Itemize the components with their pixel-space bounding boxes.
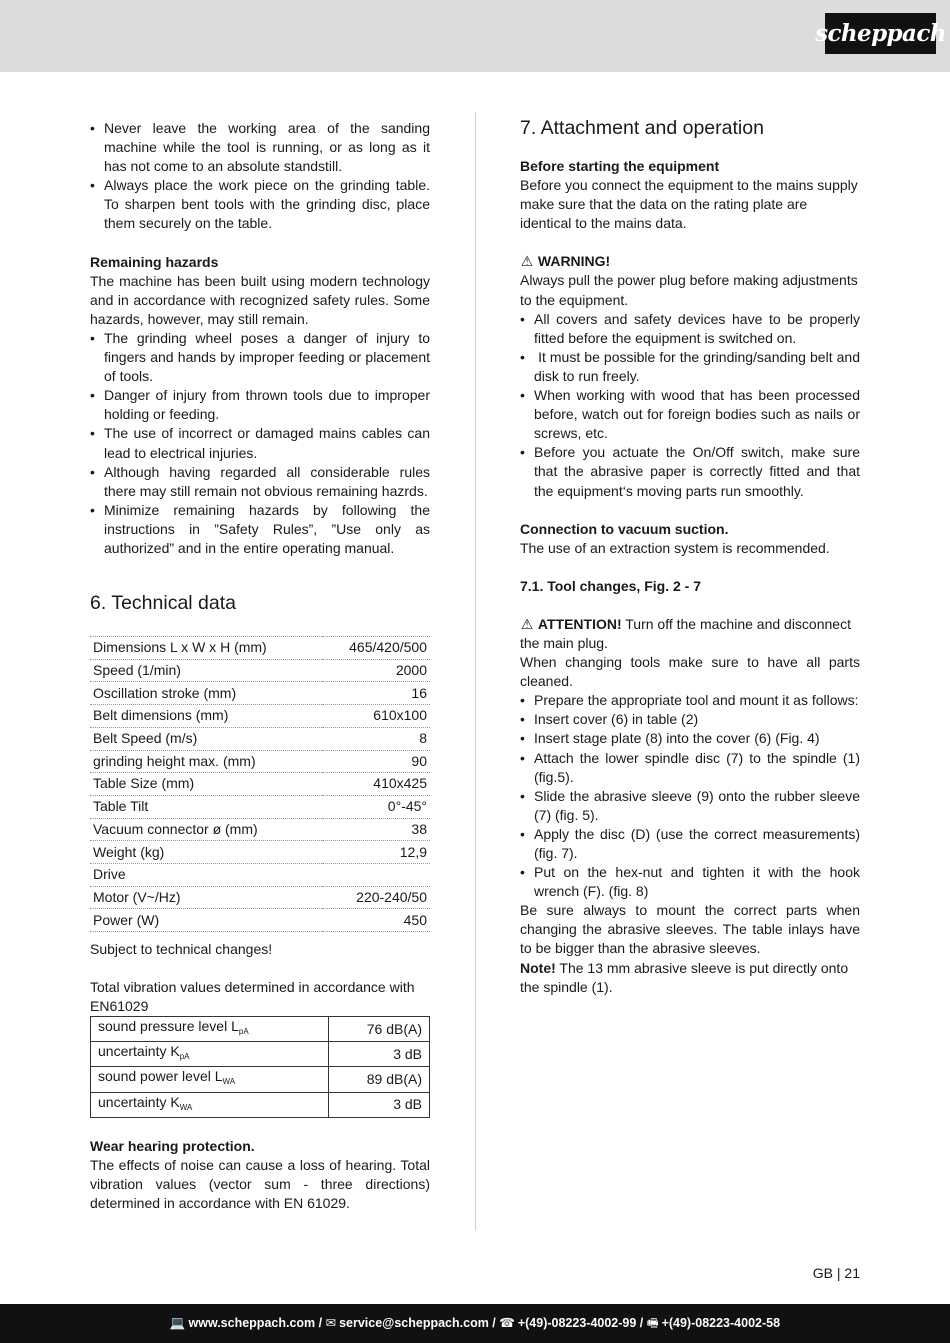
list-item: • Attach the lower spindle disc (7) to the spindle (1) (fig.5). <box>520 749 860 787</box>
table-cell-label: Belt dimensions (mm) <box>90 705 322 728</box>
table-cell-label: Dimensions L x W x H (mm) <box>90 637 322 660</box>
footer-separator: / <box>488 1315 500 1330</box>
list-item: • The use of incorrect or damaged mains cables can lead to electrical injuries. <box>90 424 430 462</box>
table-cell-label: uncertainty $K_{WA}$ <box>91 1092 329 1117</box>
list-item: • All covers and safety devices have to be properly fitted before the equipment is switched on. <box>520 310 860 348</box>
table-row <box>91 1067 430 1092</box>
table-cell-label: Table Tilt <box>90 795 322 818</box>
tool-steps-list <box>520 691 860 901</box>
footer-bar <box>0 1304 950 1343</box>
table-row <box>90 863 430 886</box>
before-starting-text: Before you connect the equipment to the mains supply make sure that the data on the rating plate are identical to the mains data. <box>520 177 858 232</box>
table-cell-value: 3 dB <box>329 1042 430 1067</box>
vibration-intro: Total vibration values determined in accordance with EN61029 <box>90 979 415 1015</box>
table-cell-label: grinding height max. (mm) <box>90 750 322 773</box>
table-cell-value: 76 dB(A) <box>329 1017 430 1042</box>
table-row <box>91 1092 430 1117</box>
table-row <box>90 637 430 660</box>
table-row <box>90 750 430 773</box>
list-item: • The grinding wheel poses a danger of injury to fingers and hands by improper feeding or placement of tools. <box>90 329 430 386</box>
brand-logo: scheppach <box>825 13 936 54</box>
table-cell-label: Power (W) <box>90 909 322 932</box>
footer-separator: / <box>636 1315 647 1330</box>
footer-fax: +(49)-08223-4002-58 <box>661 1315 781 1330</box>
technical-data-table <box>90 636 430 932</box>
table-cell-value: 89 dB(A) <box>329 1067 430 1092</box>
warning-bullet-list <box>520 310 864 501</box>
list-item: • Slide the abrasive sleeve (9) onto the rubber sleeve (7) (fig. 5). <box>520 787 860 825</box>
technical-data-heading: 6. Technical data <box>90 592 236 615</box>
computer-icon: 💻 <box>169 1315 186 1330</box>
table-cell-label: sound power level $L_{WA}$ <box>91 1067 329 1092</box>
mail-icon: ✉ <box>325 1315 337 1330</box>
table-cell-label: Weight (kg) <box>90 841 322 864</box>
warning-icon: ⚠ <box>520 253 534 270</box>
list-item: • Prepare the appropriate tool and mount it as follows: <box>520 691 860 710</box>
warning-text: Always pull the power plug before making adjustments to the equipment. <box>520 272 858 308</box>
page-number: GB | 21 <box>812 1265 860 1281</box>
footer-website-link[interactable]: www.scheppach.com <box>188 1315 316 1330</box>
list-item: • Insert stage plate (8) into the cover (6) (Fig. 4) <box>520 729 860 748</box>
warning-heading: ⚠ WARNING! <box>520 252 860 271</box>
table-row <box>90 818 430 841</box>
attachment-operation-heading: 7. Attachment and operation <box>520 117 764 139</box>
table-cell-value: 450 <box>322 909 430 932</box>
list-item: • When working with wood that has been processed before, watch out for foreign bodies such as nails or screws, etc. <box>520 386 860 443</box>
table-cell-label: sound pressure level $L_{pA}$ <box>91 1017 329 1042</box>
phone-icon: ☎ <box>499 1315 515 1330</box>
table-cell-value: 8 <box>322 727 430 750</box>
table-cell-value: 16 <box>322 682 430 705</box>
table-cell-label: Oscillation stroke (mm) <box>90 682 322 705</box>
table-row <box>90 682 430 705</box>
table-cell-value: 38 <box>322 818 430 841</box>
table-cell-label: Motor (V~/Hz) <box>90 886 322 909</box>
hearing-protection-text: The effects of noise can cause a loss of hearing. Total vibration values (vector sum - three directions) determined in accordance with EN 61029. <box>90 1156 430 1211</box>
table-cell-label: Belt Speed (m/s) <box>90 727 322 750</box>
list-item: • It must be possible for the grinding/sanding belt and disk to run freely. <box>520 348 860 386</box>
right-column <box>520 117 864 997</box>
hazards-bullet-list <box>90 329 430 558</box>
table-row <box>90 841 430 864</box>
table-cell-value: 2000 <box>322 659 430 682</box>
table-row <box>91 1042 430 1067</box>
attention-icon: ⚠ <box>520 615 534 632</box>
fax-icon: 🖷 <box>646 1315 659 1330</box>
changing-tools-text: When changing tools make sure to have all parts cleaned. <box>520 654 860 690</box>
table-row <box>90 795 430 818</box>
table-cell-label: Vacuum connector ø (mm) <box>90 818 322 841</box>
remaining-hazards-heading: Remaining hazards <box>90 253 219 270</box>
hearing-protection-heading: Wear hearing protection. <box>90 1137 255 1154</box>
remaining-hazards-text: The machine has been built using modern technology and in accordance with recognized safety rules. Some hazards, however, may still remain. <box>90 272 430 327</box>
column-divider <box>475 112 476 1230</box>
table-cell-value: 3 dB <box>329 1092 430 1117</box>
table-row <box>90 705 430 728</box>
list-item: • Although having regarded all considerable rules there may still remain not obvious remaining hazrds. <box>90 463 430 501</box>
table-cell-label: Table Size (mm) <box>90 773 322 796</box>
list-item: • Always place the work piece on the grinding table. To sharpen bent tools with the grinding disc, place them securely on the table. <box>90 176 430 233</box>
table-cell-value: 220-240/50 <box>322 886 430 909</box>
list-item: • Apply the disc (D) (use the correct measurements) (fig. 7). <box>520 825 860 863</box>
table-cell-label: uncertainty $K_{pA}$ <box>91 1042 329 1067</box>
be-sure-text: Be sure always to mount the correct parts when changing the abrasive sleeves. The table inlays have to be bigger than the abrasive sleeves. <box>520 902 860 957</box>
table-row <box>91 1017 430 1042</box>
before-starting-heading: Before starting the equipment <box>520 158 720 174</box>
table-cell-label: Drive <box>90 863 322 886</box>
subject-note: Subject to technical changes! <box>90 941 273 957</box>
footer-email-link[interactable]: service@scheppach.com <box>339 1315 489 1330</box>
list-item: • Insert cover (6) in table (2) <box>520 710 860 729</box>
table-row <box>90 659 430 682</box>
header-band <box>0 0 950 72</box>
table-cell-value: 90 <box>322 750 430 773</box>
vacuum-suction-heading: Connection to vacuum suction. <box>520 520 729 537</box>
table-row <box>90 773 430 796</box>
list-item: • Never leave the working area of the sanding machine while the tool is running, or as long as it has not come to an absolute standstill. <box>90 119 430 176</box>
list-item: • Put on the hex-nut and tighten it with the hook wrench (F). (fig. 8) <box>520 863 860 901</box>
list-item: • Minimize remaining hazards by following the instructions in ”Safety Rules”, ”Use only as authorized” and in the entire operating manual. <box>90 501 430 558</box>
vacuum-suction-text: The use of an extraction system is recommended. <box>520 539 830 556</box>
table-cell-value: 610x100 <box>322 705 430 728</box>
intro-bullet-list <box>90 119 430 234</box>
table-cell-value: 0°-45° <box>322 795 430 818</box>
table-cell-label: Speed (1/min) <box>90 659 322 682</box>
vibration-table <box>90 1016 430 1117</box>
left-column <box>90 119 430 1213</box>
table-cell-value: 12,9 <box>322 841 430 864</box>
note-paragraph: Note! The 13 mm abrasive sleeve is put directly onto the spindle (1). <box>520 959 849 995</box>
table-cell-value: 410x425 <box>322 773 430 796</box>
attention-paragraph: ⚠ ATTENTION! Turn off the machine and disconnect the main plug. <box>520 615 851 651</box>
list-item: • Before you actuate the On/Off switch, make sure that the abrasive paper is correctly fitted and that the equipment‘s moving parts run smoothly. <box>520 443 860 500</box>
table-row <box>90 886 430 909</box>
tool-changes-heading: 7.1. Tool changes, Fig. 2 - 7 <box>520 577 702 594</box>
table-cell-value <box>322 863 430 886</box>
table-row <box>90 727 430 750</box>
footer-separator: / <box>315 1315 326 1330</box>
footer-phone: +(49)-08223-4002-99 <box>517 1315 637 1330</box>
list-item: • Danger of injury from thrown tools due to improper holding or feeding. <box>90 386 430 424</box>
table-row <box>90 909 430 932</box>
table-cell-value: 465/420/500 <box>322 637 430 660</box>
